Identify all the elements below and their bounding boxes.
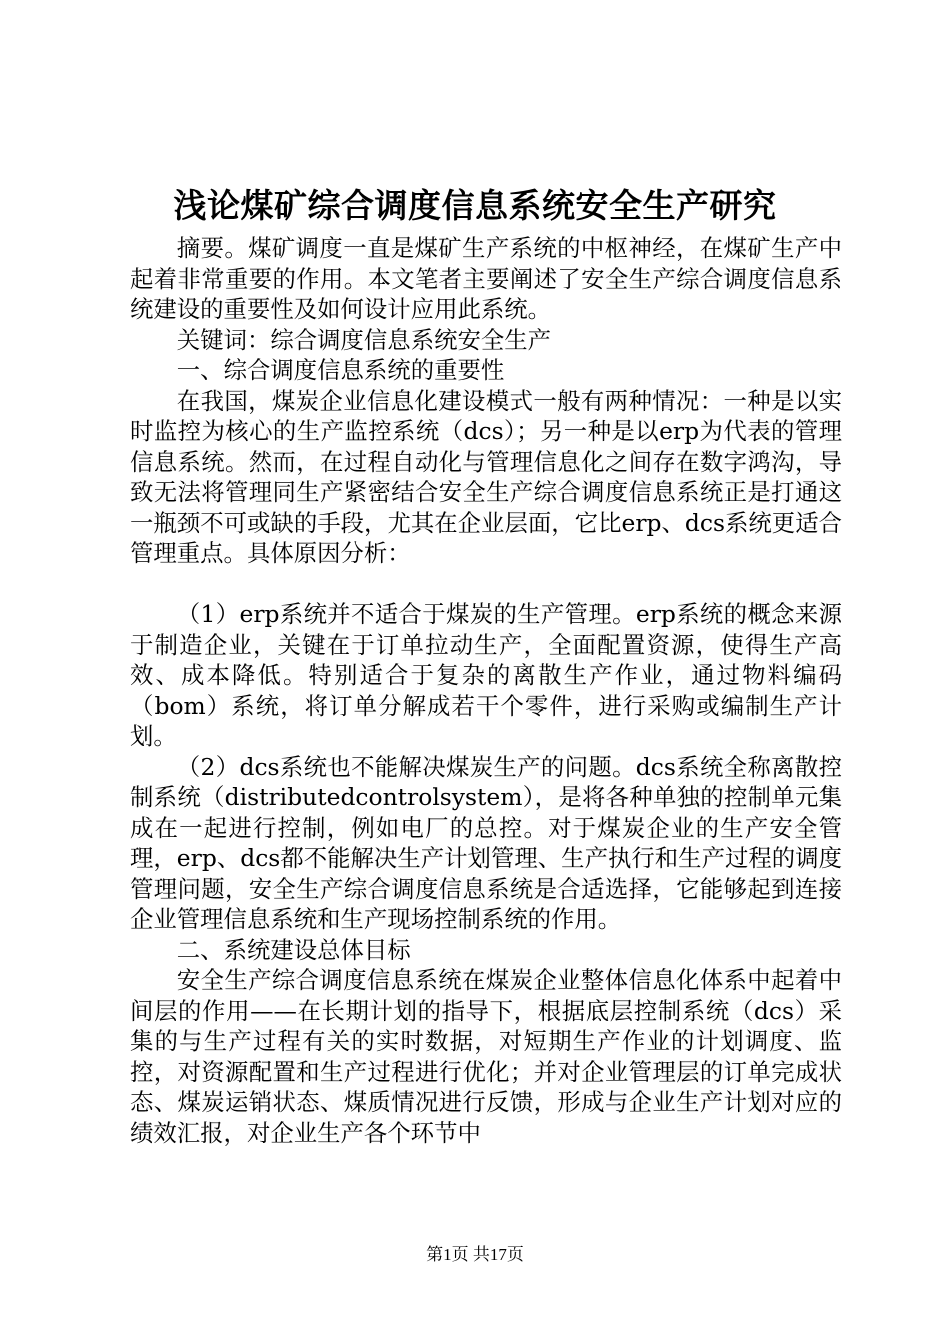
- section-heading-1: 一、综合调度信息系统的重要性: [176, 356, 505, 384]
- body-paragraph: 安全生产综合调度信息系统在煤炭企业整体信息化体系中起着中间层的作用——在长期计划的指导下，根据底层控制系统（dcs）采集的与生产过程有关的实时数据，对短期生产作业的计划调度、监控，对资源配置和生产过程进行优化；并对企业管理层的订单完成状态、煤炭运销状态、煤质情况进行反馈，形成与企业生产计划对应的绩效汇报，对企业生产各个环节中: [130, 966, 842, 1147]
- section-heading-2: 二、系统建设总体目标: [176, 935, 411, 964]
- document-body: [130, 233, 842, 1148]
- keywords-paragraph: 关键词：综合调度信息系统安全生产: [176, 325, 552, 354]
- body-paragraph: （2）dcs系统也不能解决煤炭生产的问题。dcs系统全称离散控制系统（distributedcontrolsystem），是将各种单独的控制单元集成在一起进行控制，例如电厂的总控。对于煤炭企业的生产安全管理，erp、dcs都不能解决生产计划管理、生产执行和生产过程的调度管理问题，安全生产综合调度信息系统是合适选择，它能够起到连接企业管理信息系统和生产现场控制系统的作用。: [130, 752, 842, 933]
- abstract-paragraph: 摘要。煤矿调度一直是煤矿生产系统的中枢神经，在煤矿生产中起着非常重要的作用。本文笔者主要阐述了安全生产综合调度信息系统建设的重要性及如何设计应用此系统。: [130, 234, 842, 323]
- document-title: 浅论煤矿综合调度信息系统安全生产研究: [173, 186, 777, 225]
- body-paragraph: 在我国，煤炭企业信息化建设模式一般有两种情况：一种是以实时监控为核心的生产监控系统（dcs）；另一种是以erp为代表的管理信息系统。然而，在过程自动化与管理信息化之间存在数字鸿沟，导致无法将管理同生产紧密结合安全生产综合调度信息系统正是打通这一瓶颈不可或缺的手段，尤其在企业层面，它比erp、dcs系统更适合管理重点。具体原因分析：: [130, 386, 842, 567]
- page-number: 第1页 共17页: [426, 1245, 524, 1264]
- body-paragraph: （1）erp系统并不适合于煤炭的生产管理。erp系统的概念来源于制造企业，关键在于订单拉动生产，全面配置资源，使得生产高效、成本降低。特别适合于复杂的离散生产作业，通过物料编码（bom）系统，将订单分解成若干个零件，进行采购或编制生产计划。: [130, 600, 842, 750]
